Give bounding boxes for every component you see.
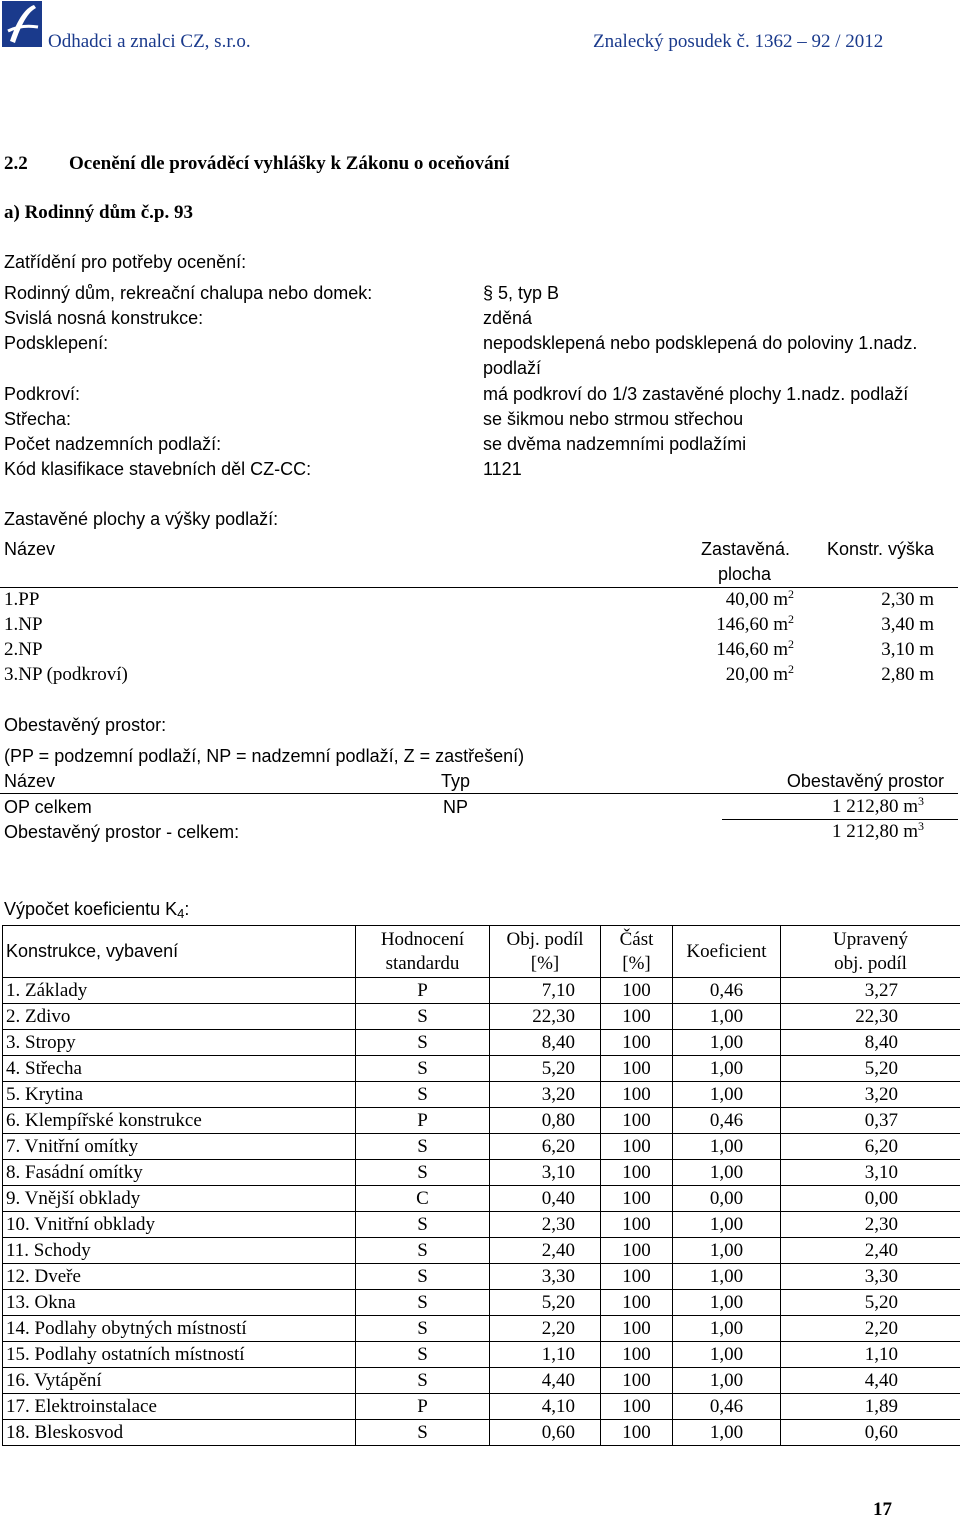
floor-name: 3.NP (podkroví) — [4, 663, 128, 687]
k4-cell-adjusted: 1,10 — [781, 1342, 960, 1368]
floors-col-area: Zastavěná. — [701, 537, 790, 561]
k4-table-row — [3, 1394, 960, 1420]
k4-cell-part: 100 — [601, 1134, 673, 1160]
k4-cell-rating: S — [356, 1030, 490, 1056]
floor-name: 1.NP — [4, 613, 43, 637]
k4-cell-construction: 12. Dveře — [3, 1264, 356, 1290]
k4-table-row — [3, 1160, 960, 1186]
k4-cell-share: 8,40 — [490, 1030, 601, 1056]
k4-cell-share: 4,10 — [490, 1394, 601, 1420]
k4-cell-construction: 15. Podlahy ostatních místností — [3, 1342, 356, 1368]
k4-cell-share: 22,30 — [490, 1004, 601, 1030]
k4-header-row — [3, 926, 960, 978]
k4-cell-part: 100 — [601, 1290, 673, 1316]
volume-row-value: 1 212,80 $m^3$ — [832, 795, 924, 819]
k4-cell-coefficient: 1,00 — [673, 1238, 781, 1264]
k4-cell-rating: C — [356, 1186, 490, 1212]
k4-cell-adjusted: 4,40 — [781, 1368, 960, 1394]
k4-cell-part: 100 — [601, 1316, 673, 1342]
k4-cell-rating: S — [356, 1134, 490, 1160]
k4-cell-part: 100 — [601, 1212, 673, 1238]
k4-cell-share: 2,30 — [490, 1212, 601, 1238]
k4-cell-construction: 14. Podlahy obytných místností — [3, 1316, 356, 1342]
k4-cell-part: 100 — [601, 1030, 673, 1056]
k4-cell-coefficient: 0,46 — [673, 1394, 781, 1420]
k4-cell-coefficient: 1,00 — [673, 1368, 781, 1394]
floor-area: 146,60 $m^2$ — [716, 638, 794, 662]
k4-cell-rating: P — [356, 1394, 490, 1420]
classification-label: Rodinný dům, rekreační chalupa nebo domek: — [4, 281, 372, 305]
k4-cell-construction: 13. Okna — [3, 1290, 356, 1316]
k4-cell-share: 1,10 — [490, 1342, 601, 1368]
k4-cell-part: 100 — [601, 1368, 673, 1394]
volume-header-rule — [0, 793, 958, 794]
k4-header-coefficient: Koeficient — [673, 926, 781, 978]
k4-cell-adjusted: 0,37 — [781, 1108, 960, 1134]
k4-cell-construction: 18. Bleskosvod — [3, 1420, 356, 1446]
k4-cell-construction: 5. Krytina — [3, 1082, 356, 1108]
k4-cell-adjusted: 3,20 — [781, 1082, 960, 1108]
k4-cell-construction: 10. Vnitřní obklady — [3, 1212, 356, 1238]
k4-header-adjusted: Upravený obj. podíl — [781, 926, 960, 978]
k4-cell-coefficient: 1,00 — [673, 1316, 781, 1342]
k4-cell-rating: S — [356, 1056, 490, 1082]
k4-table-row — [3, 1290, 960, 1316]
k4-cell-rating: S — [356, 1212, 490, 1238]
volume-heading: Obestavěný prostor: — [4, 713, 166, 737]
k4-cell-share: 3,30 — [490, 1264, 601, 1290]
k4-cell-share: 0,60 — [490, 1420, 601, 1446]
k4-cell-share: 0,80 — [490, 1108, 601, 1134]
k4-cell-rating: S — [356, 1368, 490, 1394]
floor-area: 40,00 $m^2$ — [726, 588, 794, 612]
k4-cell-coefficient: 0,00 — [673, 1186, 781, 1212]
k4-cell-part: 100 — [601, 1420, 673, 1446]
company-logo-icon — [2, 1, 42, 47]
k4-table-row — [3, 1186, 960, 1212]
k4-cell-adjusted: 1,89 — [781, 1394, 960, 1420]
k4-cell-coefficient: 0,46 — [673, 1108, 781, 1134]
classification-value: zděná — [483, 306, 532, 330]
k4-cell-share: 2,20 — [490, 1316, 601, 1342]
floors-header-rule — [0, 587, 958, 588]
k4-cell-rating: P — [356, 978, 490, 1004]
classification-label: Svislá nosná konstrukce: — [4, 306, 203, 330]
volume-col-name: Název — [4, 769, 55, 793]
k4-cell-rating: S — [356, 1290, 490, 1316]
volume-total-label: Obestavěný prostor - celkem: — [4, 820, 239, 844]
k4-header-rating: Hodnocení standardu — [356, 926, 490, 978]
k4-cell-rating: S — [356, 1420, 490, 1446]
k4-cell-coefficient: 1,00 — [673, 1160, 781, 1186]
floors-col-name: Název — [4, 537, 55, 561]
volume-legend: (PP = podzemní podlaží, NP = nadzemní podlaží, Z = zastřešení) — [4, 744, 524, 768]
floor-area: 20,00 $m^2$ — [726, 663, 794, 687]
classification-label: Počet nadzemních podlaží: — [4, 432, 221, 456]
k4-cell-construction: 6. Klempířské konstrukce — [3, 1108, 356, 1134]
k4-cell-part: 100 — [601, 1394, 673, 1420]
k4-table-row — [3, 1030, 960, 1056]
k4-cell-share: 2,40 — [490, 1238, 601, 1264]
classification-value: má podkroví do 1/3 zastavěné plochy 1.nadz. podlaží — [483, 382, 908, 406]
k4-cell-construction: 11. Schody — [3, 1238, 356, 1264]
k4-cell-rating: S — [356, 1316, 490, 1342]
floor-height: 2,30 m — [881, 588, 934, 612]
k4-cell-share: 0,40 — [490, 1186, 601, 1212]
floor-height: 2,80 m — [881, 663, 934, 687]
k4-header-part: Část [%] — [601, 926, 673, 978]
k4-table-row — [3, 1082, 960, 1108]
classification-label: Podkroví: — [4, 382, 80, 406]
volume-col-type: Typ — [441, 769, 470, 793]
classification-value: se dvěma nadzemními podlažími — [483, 432, 746, 456]
k4-cell-coefficient: 1,00 — [673, 1264, 781, 1290]
floors-col-area-2: plocha — [718, 562, 771, 586]
k4-cell-rating: S — [356, 1342, 490, 1368]
k4-cell-share: 4,40 — [490, 1368, 601, 1394]
k4-cell-part: 100 — [601, 1186, 673, 1212]
k4-cell-coefficient: 1,00 — [673, 1134, 781, 1160]
k4-table-row — [3, 1368, 960, 1394]
k4-cell-adjusted: 2,40 — [781, 1238, 960, 1264]
k4-cell-adjusted: 3,10 — [781, 1160, 960, 1186]
k4-cell-adjusted: 22,30 — [781, 1004, 960, 1030]
header-company: Odhadci a znalci CZ, s.r.o. — [48, 30, 251, 54]
floor-area: 146,60 $m^2$ — [716, 613, 794, 637]
k4-cell-coefficient: 1,00 — [673, 1056, 781, 1082]
k4-table-row — [3, 1004, 960, 1030]
k4-cell-construction: 2. Zdivo — [3, 1004, 356, 1030]
floor-name: 1.PP — [4, 588, 39, 612]
k4-cell-adjusted: 2,30 — [781, 1212, 960, 1238]
k4-cell-share: 5,20 — [490, 1290, 601, 1316]
k4-cell-construction: 1. Základy — [3, 978, 356, 1004]
classification-value: se šikmou nebo strmou střechou — [483, 407, 743, 431]
k4-cell-share: 3,10 — [490, 1160, 601, 1186]
k4-cell-adjusted: 8,40 — [781, 1030, 960, 1056]
classification-value: 1121 — [483, 457, 522, 481]
k4-header-construction: Konstrukce, vybavení — [3, 926, 356, 978]
k4-table-row — [3, 1264, 960, 1290]
classification-value-continued: podlaží — [483, 356, 541, 380]
volume-total-value: 1 212,80 $m^3$ — [832, 820, 924, 844]
k4-header-share: Obj. podíl [%] — [490, 926, 601, 978]
k4-cell-part: 100 — [601, 1342, 673, 1368]
k4-cell-part: 100 — [601, 1160, 673, 1186]
section-subtitle: a) Rodinný dům č.p. 93 — [4, 201, 193, 225]
floor-height: 3,10 m — [881, 638, 934, 662]
k4-cell-coefficient: 1,00 — [673, 1290, 781, 1316]
k4-cell-adjusted: 2,20 — [781, 1316, 960, 1342]
floor-name: 2.NP — [4, 638, 43, 662]
k4-cell-rating: S — [356, 1264, 490, 1290]
k4-cell-construction: 9. Vnější obklady — [3, 1186, 356, 1212]
k4-cell-coefficient: 1,00 — [673, 1212, 781, 1238]
page-number: 17 — [873, 1498, 892, 1522]
header-report-number: Znalecký posudek č. 1362 – 92 / 2012 — [593, 30, 883, 54]
k4-cell-part: 100 — [601, 978, 673, 1004]
k4-cell-rating: S — [356, 1160, 490, 1186]
k4-table-row — [3, 978, 960, 1004]
k4-table — [2, 925, 960, 1446]
k4-cell-construction: 16. Vytápění — [3, 1368, 356, 1394]
volume-col-value: Obestavěný prostor — [787, 769, 944, 793]
k4-cell-coefficient: 1,00 — [673, 1420, 781, 1446]
k4-cell-adjusted: 5,20 — [781, 1290, 960, 1316]
floors-col-height: Konstr. výška — [827, 537, 934, 561]
k4-cell-part: 100 — [601, 1108, 673, 1134]
k4-cell-part: 100 — [601, 1082, 673, 1108]
k4-cell-rating: S — [356, 1082, 490, 1108]
k4-cell-construction: 3. Stropy — [3, 1030, 356, 1056]
k4-cell-adjusted: 0,00 — [781, 1186, 960, 1212]
k4-table-row — [3, 1420, 960, 1446]
floor-height: 3,40 m — [881, 613, 934, 637]
floors-heading: Zastavěné plochy a výšky podlaží: — [4, 507, 278, 531]
volume-row-type: NP — [443, 795, 468, 819]
k4-cell-part: 100 — [601, 1056, 673, 1082]
k4-cell-share: 5,20 — [490, 1056, 601, 1082]
k4-cell-coefficient: 1,00 — [673, 1030, 781, 1056]
k4-cell-coefficient: 1,00 — [673, 1082, 781, 1108]
classification-heading: Zatřídění pro potřeby ocenění: — [4, 250, 246, 274]
k4-table-row — [3, 1316, 960, 1342]
k4-cell-rating: S — [356, 1238, 490, 1264]
k4-cell-adjusted: 3,27 — [781, 978, 960, 1004]
k4-cell-construction: 17. Elektroinstalace — [3, 1394, 356, 1420]
k4-cell-construction: 7. Vnitřní omítky — [3, 1134, 356, 1160]
k4-cell-coefficient: 1,00 — [673, 1342, 781, 1368]
k4-cell-share: 7,10 — [490, 978, 601, 1004]
k4-table-row — [3, 1212, 960, 1238]
k4-cell-construction: 8. Fasádní omítky — [3, 1160, 356, 1186]
k4-cell-adjusted: 6,20 — [781, 1134, 960, 1160]
classification-label: Kód klasifikace stavebních děl CZ-CC: — [4, 457, 311, 481]
section-number: 2.2 — [4, 152, 28, 176]
classification-label: Střecha: — [4, 407, 71, 431]
k4-cell-rating: S — [356, 1004, 490, 1030]
k4-cell-adjusted: 3,30 — [781, 1264, 960, 1290]
section-title: Ocenění dle prováděcí vyhlášky k Zákonu o oceňování — [69, 152, 509, 176]
k4-table-row — [3, 1342, 960, 1368]
volume-row-name: OP celkem — [4, 795, 92, 819]
k4-table-row — [3, 1238, 960, 1264]
k4-cell-adjusted: 5,20 — [781, 1056, 960, 1082]
k4-table-row — [3, 1134, 960, 1160]
k4-cell-rating: P — [356, 1108, 490, 1134]
k4-table-row — [3, 1056, 960, 1082]
k4-heading: Výpočet koeficientu $K_4$: — [4, 897, 189, 921]
classification-label: Podsklepení: — [4, 331, 108, 355]
k4-cell-coefficient: 1,00 — [673, 1004, 781, 1030]
classification-value: § 5, typ B — [483, 281, 559, 305]
k4-cell-adjusted: 0,60 — [781, 1420, 960, 1446]
k4-cell-part: 100 — [601, 1238, 673, 1264]
classification-value: nepodsklepená nebo podsklepená do poloviny 1.nadz. — [483, 331, 917, 355]
k4-table-row — [3, 1108, 960, 1134]
k4-cell-share: 6,20 — [490, 1134, 601, 1160]
k4-cell-part: 100 — [601, 1004, 673, 1030]
k4-cell-part: 100 — [601, 1264, 673, 1290]
k4-cell-share: 3,20 — [490, 1082, 601, 1108]
k4-cell-coefficient: 0,46 — [673, 978, 781, 1004]
k4-cell-construction: 4. Střecha — [3, 1056, 356, 1082]
